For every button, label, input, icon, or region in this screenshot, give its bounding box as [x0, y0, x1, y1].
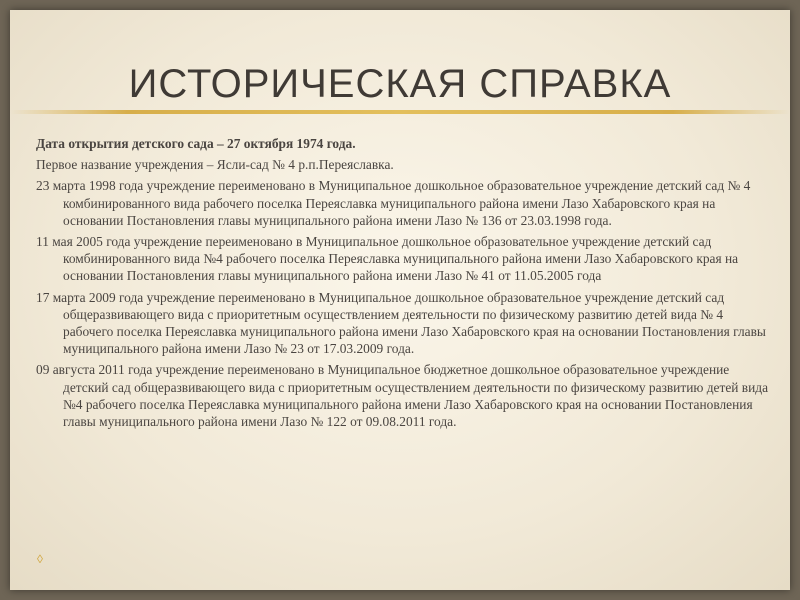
- paragraph-rename-1998: 23 марта 1998 года учреждение переименовано в Муниципальное дошкольное образовательное учреждение детский сад № 4 комбинированного вида рабочего поселка Переяславка муниципального района имени Лазо Хабаровского края на основании Постановления главы муниципального района имени Лазо № 136 от 23.03.1998 года.: [36, 178, 751, 228]
- paragraph-opening-date: Дата открытия детского сада – 27 октября 1974 года.: [36, 136, 356, 151]
- title-underline: [10, 110, 790, 114]
- slide-body: [36, 135, 776, 434]
- paragraph-rename-2005: 11 мая 2005 года учреждение переименовано в Муниципальное дошкольное образовательное учреждение детский сад комбинированного вида №4 рабочего поселка Переяславка муниципального района имени Лазо Хабаровского края на основании Постановления главы муниципального района имени Лазо № 41 от 11.05.2005 года: [36, 234, 739, 284]
- paragraph-rename-2009: 17 марта 2009 года учреждение переименовано в Муниципальное дошкольное образовательное учреждение детский сад общеразвивающего вида с приоритетным осуществлением деятельности по физическому развитию детей вида № 4 рабочего поселка Переяславка муниципального района имени Лазо Хабаровского края на основании Постановления главы муниципального района имени Лазо № 23 от 17.03.2009 года.: [36, 289, 766, 357]
- paragraph-rename-2011: 09 августа 2011 года учреждение переименовано в Муниципальное бюджетное дошкольное образовательное учреждение детский сад общеразвивающего вида с приоритетным осуществлением деятельности по физическому развитию детей вида №4 рабочего поселка Переяславка муниципального района имени Лазо Хабаровского края на основании Постановления главы муниципального района имени Лазо № 122 от 09.08.2011 года.: [36, 362, 769, 430]
- empty-bullet-icon: ◊: [37, 552, 43, 566]
- slide: [10, 10, 790, 590]
- paragraph-first-name: Первое название учреждения – Ясли-сад № 4 р.п.Переяславка.: [36, 157, 394, 173]
- slide-title: ИСТОРИЧЕСКАЯ СПРАВКА: [128, 62, 672, 106]
